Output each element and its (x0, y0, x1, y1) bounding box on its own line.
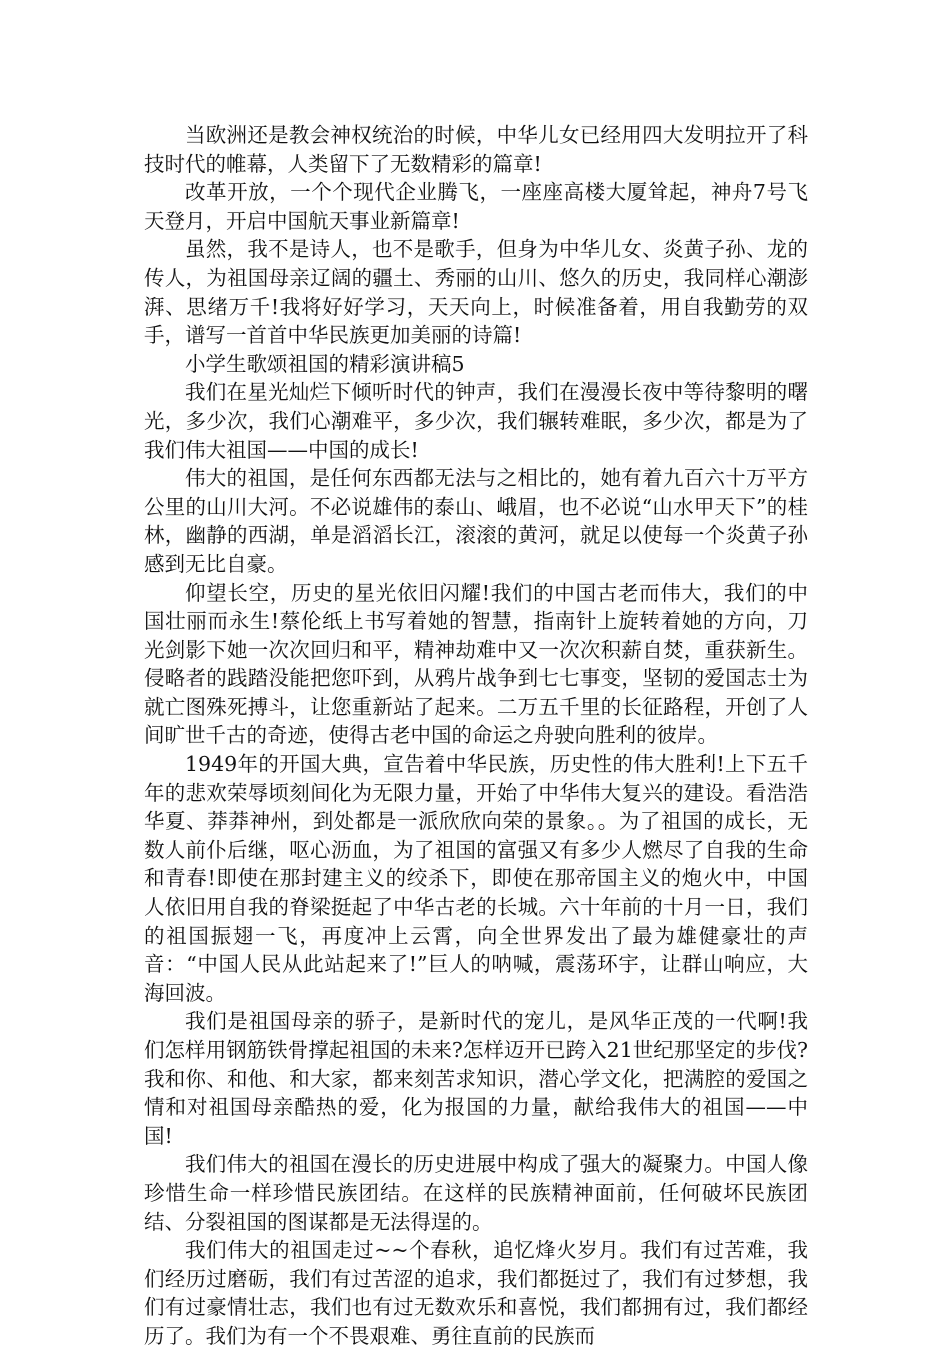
paragraph-springs-autumns: 我们伟大的祖国走过~~个春秋，追忆烽火岁月。我们有过苦难，我们经历过磨砺，我们有过苦涩的追求，我们都挺过了，我们有过梦想，我们有过豪情壮志，我们也有过无数欢乐和喜悦，我们都拥有过，我们都经历了。我们为有一个不畏艰难、勇往直前的民族而 (144, 1238, 808, 1348)
document-body (144, 121, 808, 1351)
paragraph-reform: 改革开放，一个个现代企业腾飞，一座座高楼大厦耸起，神舟7号飞天登月，开启中国航天事业新篇章! (144, 180, 808, 233)
section-heading: 小学生歌颂祖国的精彩演讲稿5 (185, 351, 465, 376)
paragraph-great-motherland: 伟大的祖国，是任何东西都无法与之相比的，她有着九百六十万平方公里的山川大河。不必说雄伟的泰山、峨眉，也不必说“山水甲天下”的桂林，幽静的西湖，单是滔滔长江，滚滚的黄河，就足以使每一个炎黄子孙感到无比自豪。 (144, 466, 808, 576)
paragraph-not-poet: 虽然，我不是诗人，也不是歌手，但身为中华儿女、炎黄子孙、龙的传人，为祖国母亲辽阔的疆土、秀丽的山川、悠久的历史，我同样心潮澎湃、思绪万千!我将好好学习，天天向上，时候准备着，用自我勤劳的双手，谱写一首首中华民族更加美丽的诗篇! (144, 237, 808, 348)
paragraph-looking-up: 仰望长空，历史的星光依旧闪耀!我们的中国古老而伟大，我们的中国壮丽而永生!蔡伦纸上书写着她的智慧，指南针上旋转着她的方向，刀光剑影下她一次次回归和平，精神劫难中又一次次积薪自焚，重获新生。侵略者的践踏没能把您吓到，从鸦片战争到七七事变，坚韧的爱国志士为就亡图殊死搏斗，让您重新站了起来。二万五千里的长征路程，开创了人间旷世千古的奇迹，使得古老中国的命运之舟驶向胜利的彼岸。 (144, 580, 808, 748)
paragraph-inventions: 当欧洲还是教会神权统治的时候，中华儿女已经用四大发明拉开了科技时代的帷幕，人类留下了无数精彩的篇章! (144, 123, 808, 176)
paragraph-new-generation: 我们是祖国母亲的骄子，是新时代的宠儿，是风华正茂的一代啊!我们怎样用钢筋铁骨撑起祖国的未来?怎样迈开已跨入21世纪那坚定的步伐?我和你、和他、和大家，都来刻苦求知识，潜心学文化，把满腔的爱国之情和对祖国母亲酷热的爱，化为报国的力量，献给我伟大的祖国——中国! (144, 1009, 808, 1148)
paragraph-starlight: 我们在星光灿烂下倾听时代的钟声，我们在漫漫长夜中等待黎明的曙光，多少次，我们心潮难平，多少次，我们辗转难眠，多少次，都是为了我们伟大祖国——中国的成长! (144, 380, 808, 462)
paragraph-founding-ceremony: 1949年的开国大典，宣告着中华民族，历史性的伟大胜利!上下五千年的悲欢荣辱顷刻间化为无限力量，开始了中华伟大复兴的建设。看浩浩华夏、莽莽神州，到处都是一派欣欣向荣的景象。。为了祖国的成长，无数人前仆后继，呕心沥血，为了祖国的富强又有多少人燃尽了自我的生命和青春!即使在那封建主义的绞杀下，即使在那帝国主义的炮火中，中国人依旧用自我的脊梁挺起了中华古老的长城。六十年前的十月一日，我们的祖国振翅一飞，再度冲上云霄，向全世界发出了最为雄健豪壮的声音：“中国人民从此站起来了!”巨人的呐喊，震荡环宇，让群山响应，大海回波。 (144, 752, 808, 1005)
paragraph-cohesion: 我们伟大的祖国在漫长的历史进展中构成了强大的凝聚力。中国人像珍惜生命一样珍惜民族团结。在这样的民族精神面前，任何破坏民族团结、分裂祖国的图谋都是无法得逞的。 (144, 1152, 808, 1234)
